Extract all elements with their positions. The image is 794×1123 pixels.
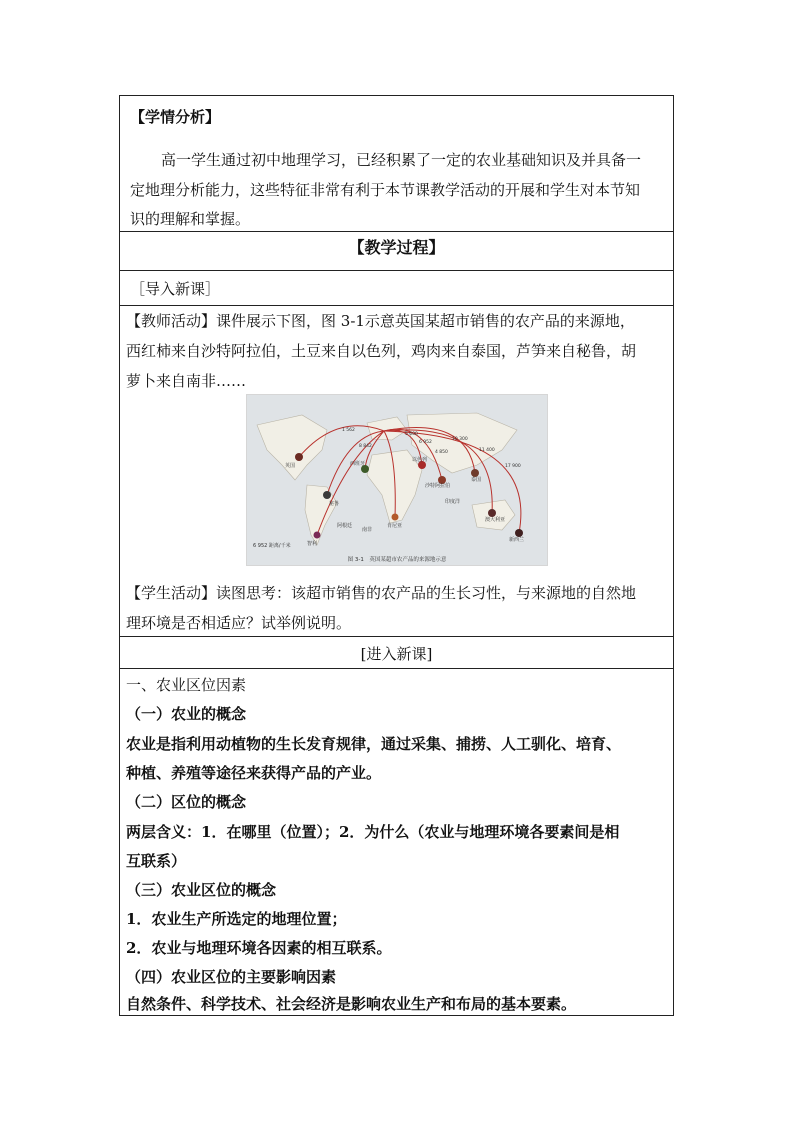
map-label: 印度洋: [445, 499, 461, 505]
map-label: 西班牙: [350, 461, 366, 467]
produce-marker: [314, 532, 321, 539]
table-divider: [120, 270, 673, 271]
teacher-activity-line: 【教师活动】课件展示下图，图 3-1示意英国某超市销售的农产品的来源地，: [126, 312, 635, 330]
table-divider: [120, 231, 673, 232]
subsection-heading: （三）农业区位的概念: [126, 881, 277, 899]
new-lesson-heading: [进入新课]: [360, 645, 433, 663]
map-label: 澳大利亚: [485, 517, 506, 523]
map-scale: 6 952 距离/千米: [253, 543, 291, 549]
produce-marker: [515, 529, 523, 537]
map-label: 英国: [285, 463, 296, 469]
map-label: 智利: [307, 541, 318, 547]
distance-label: 6 952: [419, 440, 432, 445]
figure-caption: 图 3-1 英国某超市农产品的来源地示意: [347, 557, 447, 563]
distance-label: 10 300: [452, 437, 468, 442]
map-label: 肯尼亚: [387, 523, 403, 529]
body-line: 自然条件、科学技术、社会经济是影响农业生产和布局的基本要素。: [126, 995, 577, 1013]
produce-marker: [295, 453, 303, 461]
body-line: 农业是指利用动植物的生长发育规律，通过采集、捕捞、人工驯化、培育、: [126, 735, 622, 753]
subsection-heading: （四）农业区位的主要影响因素: [126, 968, 337, 986]
table-divider: [120, 668, 673, 669]
intro-heading: ［导入新课］: [130, 280, 221, 298]
produce-marker: [392, 514, 399, 521]
produce-marker: [471, 469, 479, 477]
table-divider: [120, 636, 673, 637]
produce-marker: [488, 509, 496, 517]
paragraph-line: 识的理解和掌握。: [130, 210, 251, 228]
map-label: 南非: [362, 527, 373, 533]
distance-label: 8 842: [359, 444, 372, 449]
body-line: 两层含义：1．在哪里（位置）；2．为什么（农业与地理环境各要素间是相: [126, 823, 620, 841]
body-line: 1．农业生产所选定的地理位置；: [126, 910, 347, 928]
student-activity-line: 【学生活动】读图思考：该超市销售的农产品的生长习性，与来源地的自然地: [126, 584, 637, 602]
subsection-heading: （二）区位的概念: [126, 793, 247, 811]
paragraph-line: 高一学生通过初中地理学习，已经积累了一定的农业基础知识及并具备一: [161, 151, 642, 169]
body-line: 2．农业与地理环境各因素的相互联系。: [126, 939, 392, 957]
world-map-figure: [246, 394, 548, 566]
world-map-graphic: [247, 395, 547, 565]
map-label: 沙特阿拉伯: [425, 483, 451, 489]
paragraph-line: 定地理分析能力，这些特征非常有利于本节课教学活动的开展和学生对本节知: [130, 181, 641, 199]
lesson-plan-table: [119, 95, 674, 1016]
distance-label: 11 400: [479, 448, 495, 453]
distance-label: 17 900: [505, 464, 521, 469]
teacher-activity-line: 西红柿来自沙特阿拉伯，土豆来自以色列，鸡肉来自泰国，芦笋来自秘鲁，胡: [126, 342, 637, 360]
map-label: 以色列: [412, 457, 428, 463]
subsection-heading: （一）农业的概念: [126, 705, 247, 723]
produce-marker: [323, 491, 331, 499]
map-label: 泰国: [471, 477, 482, 483]
teacher-activity-line: 萝卜来自南非……: [126, 372, 247, 390]
distance-label: 1 562: [342, 428, 355, 433]
map-label: 阿根廷: [337, 523, 353, 529]
map-label: 秘鲁: [329, 501, 340, 507]
body-line: 种植、养殖等途径来获得产品的产业。: [126, 764, 382, 782]
body-line: 互联系）: [126, 852, 187, 870]
student-activity-line: 理环境是否相适应？试举例说明。: [126, 614, 352, 632]
map-label: 新西兰: [509, 537, 525, 543]
distance-label: 4 850: [435, 450, 448, 455]
section-heading-student-analysis: 【学情分析】: [130, 108, 221, 126]
distance-label: 5 600: [405, 432, 418, 437]
section-title-teaching-process: 【教学过程】: [348, 238, 445, 257]
section-heading: 一、农业区位因素: [126, 676, 247, 694]
